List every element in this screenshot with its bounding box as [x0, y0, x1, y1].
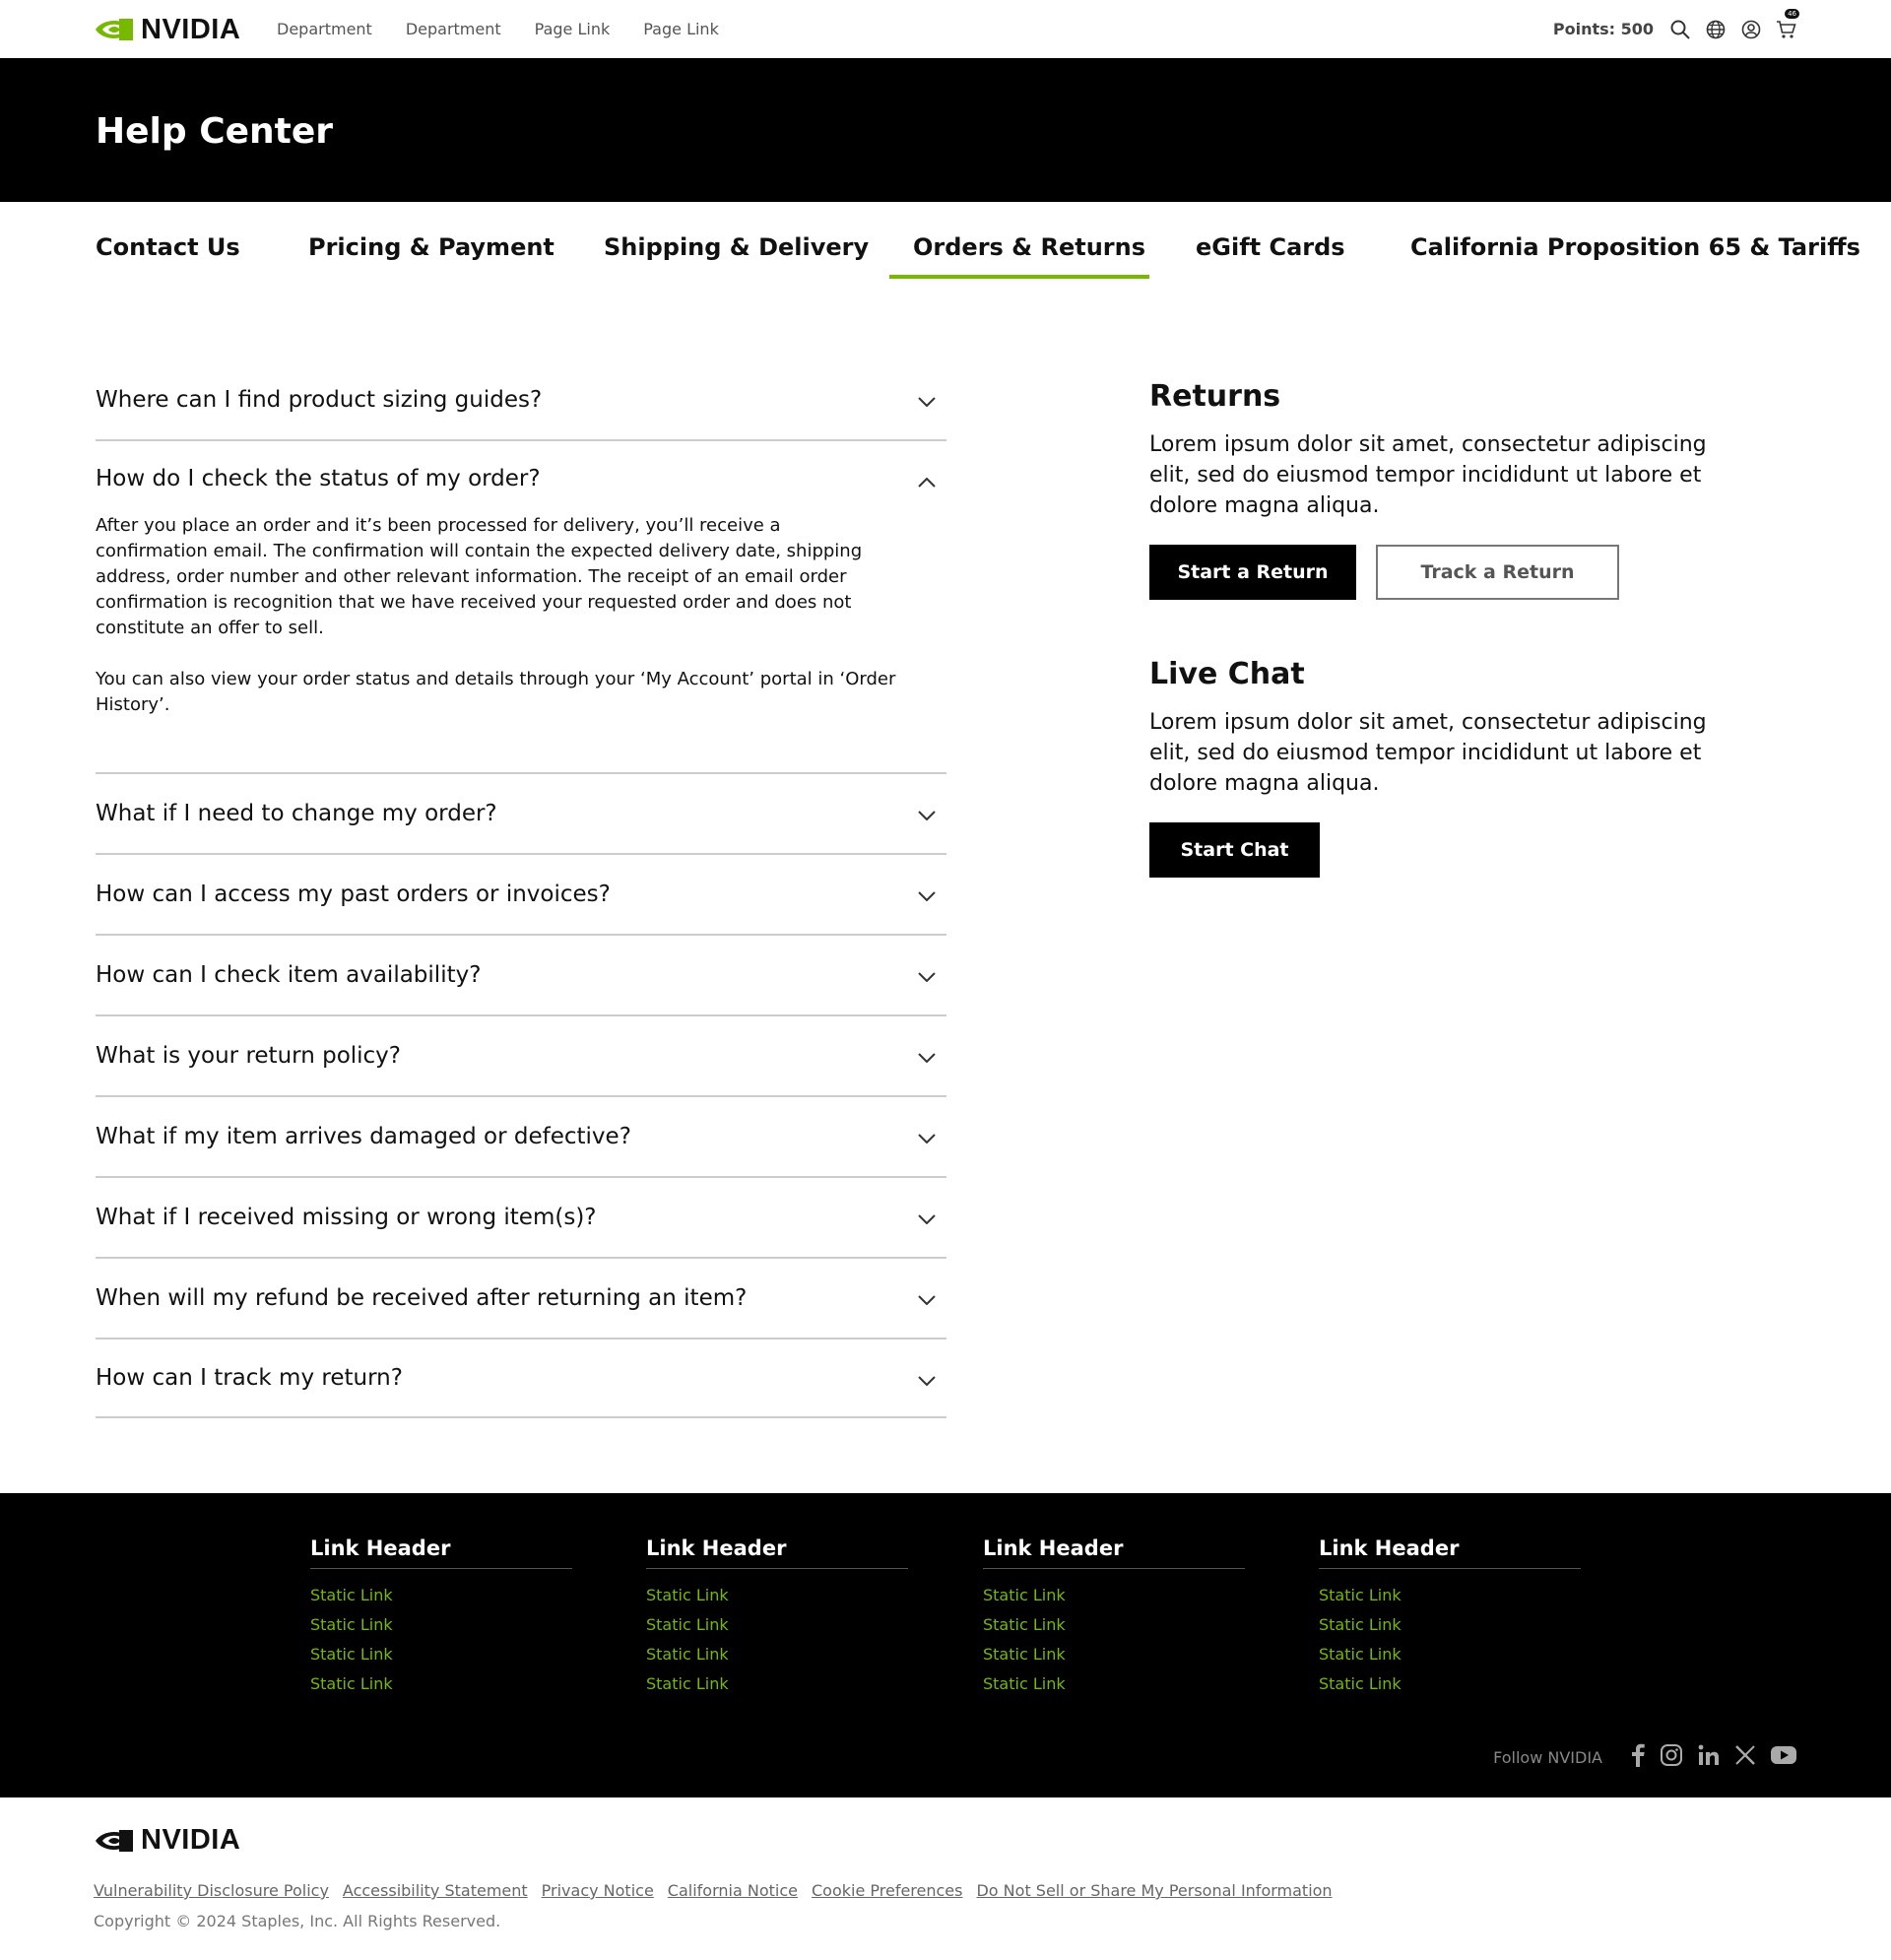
footer-link[interactable]: Static Link [1319, 1645, 1402, 1664]
footer-column-header: Link Header [646, 1536, 908, 1569]
returns-heading: Returns [1149, 379, 1281, 414]
utility-nav [1553, 0, 1797, 58]
faq-question[interactable]: How can I track my return? [96, 1365, 403, 1391]
x-icon[interactable] [1734, 1744, 1756, 1770]
legal-bar [0, 1797, 1891, 1960]
youtube-icon[interactable] [1770, 1744, 1797, 1770]
footer-link[interactable]: Static Link [1319, 1615, 1402, 1634]
chevron-up-icon[interactable] [915, 471, 939, 494]
track-return-button[interactable]: Track a Return [1376, 545, 1619, 600]
copyright-text: Copyright © 2024 Staples, Inc. All Rights Reserved. [94, 1912, 501, 1930]
returns-section [1149, 379, 1740, 600]
chevron-down-icon[interactable] [915, 1208, 939, 1231]
returns-description: Lorem ipsum dolor sit amet, consectetur adipiscing elit, sed do eiusmod tempor incididunt ut labore et dolore magna aliqua. [1149, 432, 1707, 518]
cart-icon[interactable] [1776, 9, 1797, 40]
main-nav [277, 0, 719, 58]
faq-question[interactable]: Where can I find product sizing guides? [96, 387, 543, 413]
chevron-down-icon[interactable] [915, 884, 939, 908]
chevron-down-icon[interactable] [915, 804, 939, 827]
footer-link[interactable]: Static Link [983, 1615, 1066, 1634]
instagram-icon[interactable] [1660, 1743, 1683, 1771]
faq-answer [96, 513, 946, 718]
footer-link[interactable]: Static Link [983, 1586, 1066, 1604]
site-footer [0, 1493, 1891, 1797]
nav-department-1[interactable]: Department [277, 20, 372, 38]
faq-answer-paragraph: After you place an order and it’s been processed for delivery, you’ll receive a confirmation email. The confirmation will contain the expected delivery date, shipping address, order number and other relevant information. The receipt of an email order confirmation is recognition that we have received your requested order and does not constitute an offer to sell. [96, 515, 863, 638]
footer-link[interactable]: Static Link [646, 1645, 729, 1664]
chevron-down-icon[interactable] [915, 390, 939, 414]
chevron-down-icon[interactable] [915, 1127, 939, 1150]
page-title: Help Center [96, 111, 334, 152]
chevron-down-icon[interactable] [915, 1046, 939, 1070]
footer-link[interactable]: Static Link [646, 1615, 729, 1634]
legal-link-privacy[interactable]: Privacy Notice [541, 1881, 654, 1900]
account-icon[interactable] [1740, 19, 1762, 40]
faq-item[interactable] [96, 1339, 946, 1418]
footer-column-header: Link Header [310, 1536, 572, 1569]
chevron-down-icon[interactable] [915, 965, 939, 989]
faq-question[interactable]: When will my refund be received after returning an item? [96, 1285, 748, 1311]
faq-item[interactable] [96, 1016, 946, 1097]
footer-link-column [1319, 1536, 1581, 1699]
footer-column-header: Link Header [983, 1536, 1245, 1569]
legal-links [94, 1881, 1333, 1900]
faq-item[interactable] [96, 774, 946, 855]
brand-wordmark: NVIDIA [141, 1824, 241, 1856]
footer-link[interactable]: Static Link [1319, 1674, 1402, 1693]
help-topic-tabs [0, 202, 1891, 281]
faq-item[interactable] [96, 1259, 946, 1339]
tab-egift-cards[interactable]: eGift Cards [1196, 233, 1345, 261]
nvidia-logo-footer[interactable] [94, 1824, 240, 1857]
live-chat-section [1149, 657, 1740, 878]
follow-label: Follow NVIDIA [1493, 1747, 1602, 1767]
legal-link-cookie[interactable]: Cookie Preferences [811, 1881, 963, 1900]
search-icon[interactable] [1669, 19, 1691, 40]
chevron-down-icon[interactable] [915, 1288, 939, 1312]
tab-pricing-payment[interactable]: Pricing & Payment [308, 233, 554, 261]
top-navigation-bar [0, 0, 1891, 58]
start-return-button[interactable]: Start a Return [1149, 545, 1356, 600]
legal-link-california[interactable]: California Notice [667, 1881, 798, 1900]
faq-question[interactable]: How do I check the status of my order? [96, 466, 541, 491]
faq-answer-paragraph: You can also view your order status and details through your ‘My Account’ portal in ‘Order History’. [96, 669, 896, 715]
points-balance: Points: 500 [1552, 20, 1654, 38]
footer-link[interactable]: Static Link [646, 1674, 729, 1693]
footer-column-header: Link Header [1319, 1536, 1581, 1569]
tab-contact-us[interactable]: Contact Us [96, 233, 240, 261]
start-chat-button[interactable]: Start Chat [1149, 822, 1320, 878]
active-tab-indicator [889, 275, 1149, 279]
support-sidebar [1149, 379, 1740, 878]
footer-link[interactable]: Static Link [310, 1615, 393, 1634]
brand-wordmark: NVIDIA [141, 13, 241, 45]
faq-item[interactable] [96, 855, 946, 936]
faq-item[interactable] [96, 364, 946, 441]
tab-orders-returns[interactable]: Orders & Returns [913, 233, 1145, 261]
facebook-icon[interactable] [1630, 1743, 1646, 1771]
legal-link-do-not-sell[interactable]: Do Not Sell or Share My Personal Information [976, 1881, 1333, 1900]
nav-department-2[interactable]: Department [405, 20, 501, 38]
nav-page-link-1[interactable]: Page Link [534, 20, 611, 38]
footer-link[interactable]: Static Link [646, 1586, 729, 1604]
tab-shipping-delivery[interactable]: Shipping & Delivery [604, 233, 870, 261]
nvidia-eye-icon [94, 16, 135, 43]
footer-link-column [983, 1536, 1245, 1699]
tab-california-prop-65[interactable]: California Proposition 65 & Tariffs [1410, 233, 1860, 261]
nav-page-link-2[interactable]: Page Link [643, 20, 719, 38]
globe-icon[interactable] [1705, 19, 1727, 40]
faq-item[interactable] [96, 1097, 946, 1178]
faq-question[interactable]: What is your return policy? [96, 1043, 402, 1069]
faq-question[interactable]: What if I received missing or wrong item(s)? [96, 1205, 597, 1230]
footer-link-column [310, 1536, 572, 1699]
legal-link-vulnerability[interactable]: Vulnerability Disclosure Policy [94, 1881, 329, 1900]
footer-link[interactable]: Static Link [983, 1674, 1066, 1693]
footer-link[interactable]: Static Link [983, 1645, 1066, 1664]
legal-link-accessibility[interactable]: Accessibility Statement [342, 1881, 528, 1900]
faq-question[interactable]: What if I need to change my order? [96, 801, 497, 826]
faq-question[interactable]: What if my item arrives damaged or defective? [96, 1124, 631, 1149]
nvidia-logo[interactable] [94, 14, 240, 45]
nvidia-eye-icon [94, 1827, 135, 1855]
cart-count-badge: 46 [1785, 9, 1799, 19]
faq-question[interactable]: How can I access my past orders or invoices? [96, 882, 611, 907]
footer-link[interactable]: Static Link [310, 1586, 393, 1604]
live-chat-heading: Live Chat [1149, 657, 1305, 691]
faq-item[interactable] [96, 936, 946, 1016]
social-links [1493, 1743, 1797, 1771]
chevron-down-icon[interactable] [915, 1369, 939, 1393]
faq-question[interactable]: How can I check item availability? [96, 962, 482, 988]
faq-item[interactable] [96, 1178, 946, 1259]
live-chat-description: Lorem ipsum dolor sit amet, consectetur adipiscing elit, sed do eiusmod tempor incididunt ut labore et dolore magna aliqua. [1149, 710, 1707, 796]
faq-accordion [96, 364, 946, 1418]
faq-item-expanded[interactable] [96, 441, 946, 774]
linkedin-icon[interactable] [1697, 1743, 1721, 1771]
hero-banner [0, 58, 1891, 202]
footer-link[interactable]: Static Link [310, 1674, 393, 1693]
footer-link[interactable]: Static Link [310, 1645, 393, 1664]
footer-link[interactable]: Static Link [1319, 1586, 1402, 1604]
footer-link-column [646, 1536, 908, 1699]
